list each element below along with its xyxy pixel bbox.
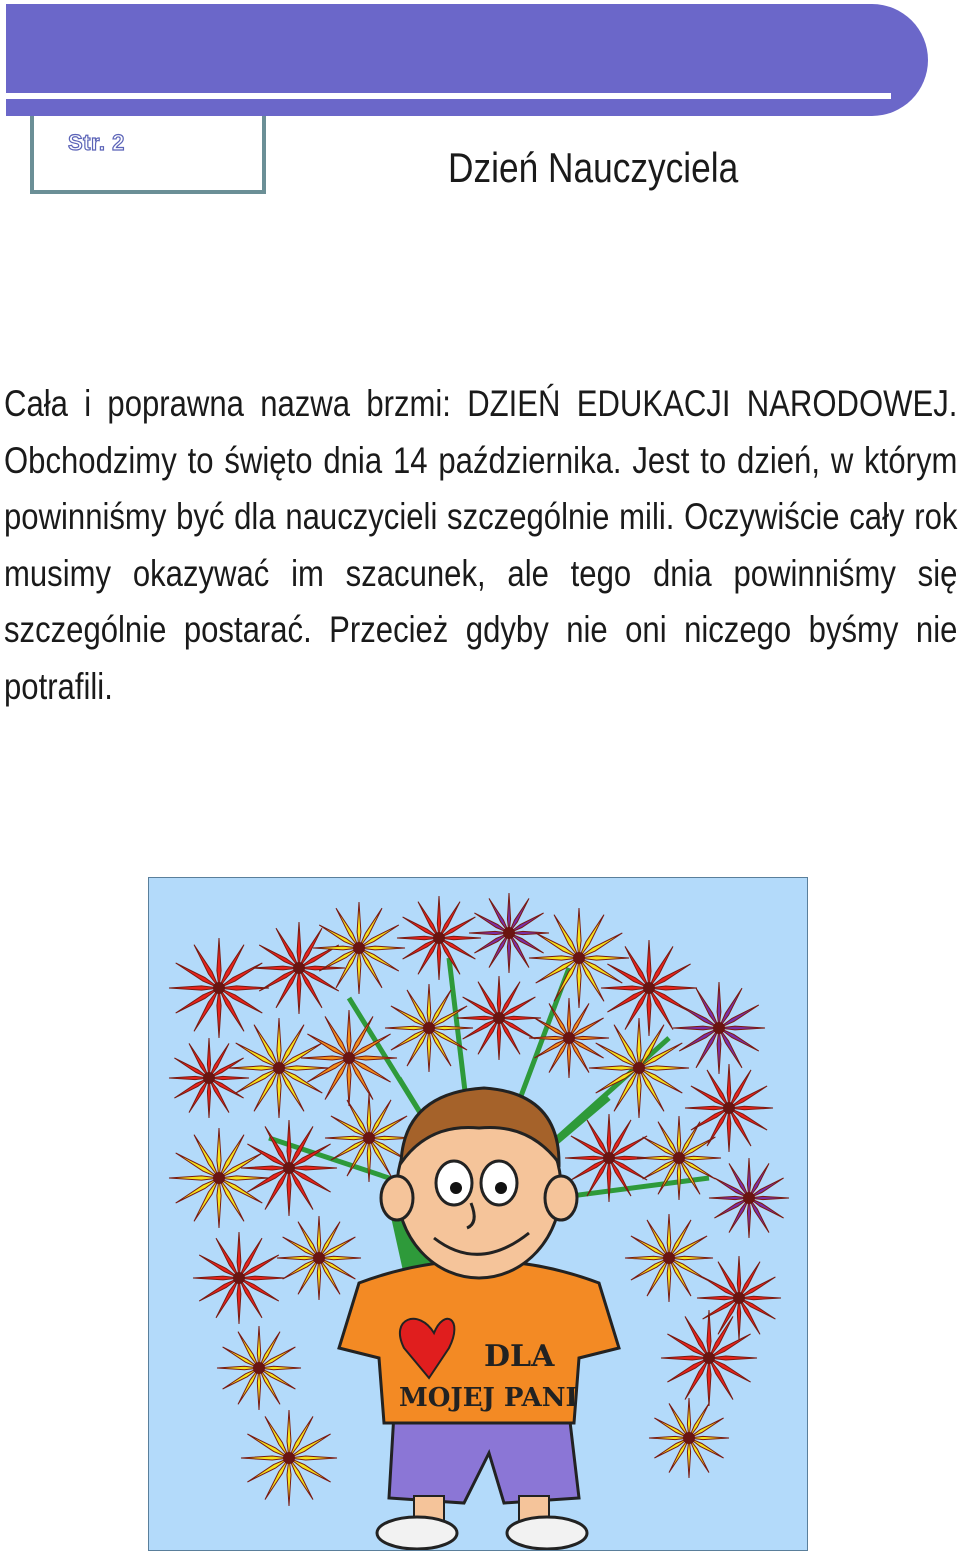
flower: [625, 1214, 713, 1302]
boy-with-flowers-image: [149, 878, 807, 1550]
flower: [673, 982, 765, 1074]
page-number-box: [30, 116, 266, 194]
flower: [241, 1120, 337, 1216]
flower: [601, 940, 697, 1036]
flower: [253, 922, 345, 1014]
flower: [169, 938, 269, 1038]
flower: [169, 1128, 269, 1228]
flower: [169, 1038, 249, 1118]
shirt-text-line1: DLA: [484, 1339, 555, 1374]
header-band: [6, 4, 928, 116]
flower: [529, 998, 609, 1078]
flower: [241, 1410, 337, 1506]
page-number: Str. 2: [68, 130, 125, 155]
flower: [469, 893, 549, 973]
flower: [709, 1158, 789, 1238]
flower: [661, 1310, 757, 1406]
header-divider: [6, 93, 891, 99]
flower: [685, 1064, 773, 1152]
flower: [529, 908, 629, 1008]
flower: [313, 902, 405, 994]
flower: [277, 1216, 361, 1300]
shirt-text-line2: MOJEJ PANI: [399, 1383, 578, 1413]
article-title: Dzień Nauczyciela: [448, 144, 739, 191]
flower: [217, 1326, 301, 1410]
flower: [193, 1232, 285, 1324]
flower: [649, 1398, 729, 1478]
teacher-day-illustration: [148, 877, 808, 1551]
article-body: Cała i poprawna nazwa brzmi: DZIEŃ EDUKACJI NARODOWEJ. Obchodzimy to święto dnia 14 października. Jest to dzień, w którym powinniśmy być dla nauczycieli szczególnie mili. Oczywiście cały rok musimy okazywać im szacunek, ale tego dnia powinniśmy się szczególnie postarać. Przecież gdyby nie oni niczego byśmy nie potrafili.: [4, 383, 958, 707]
flower: [457, 976, 541, 1060]
flower: [229, 1018, 329, 1118]
flower: [301, 1010, 397, 1106]
flower: [397, 896, 481, 980]
